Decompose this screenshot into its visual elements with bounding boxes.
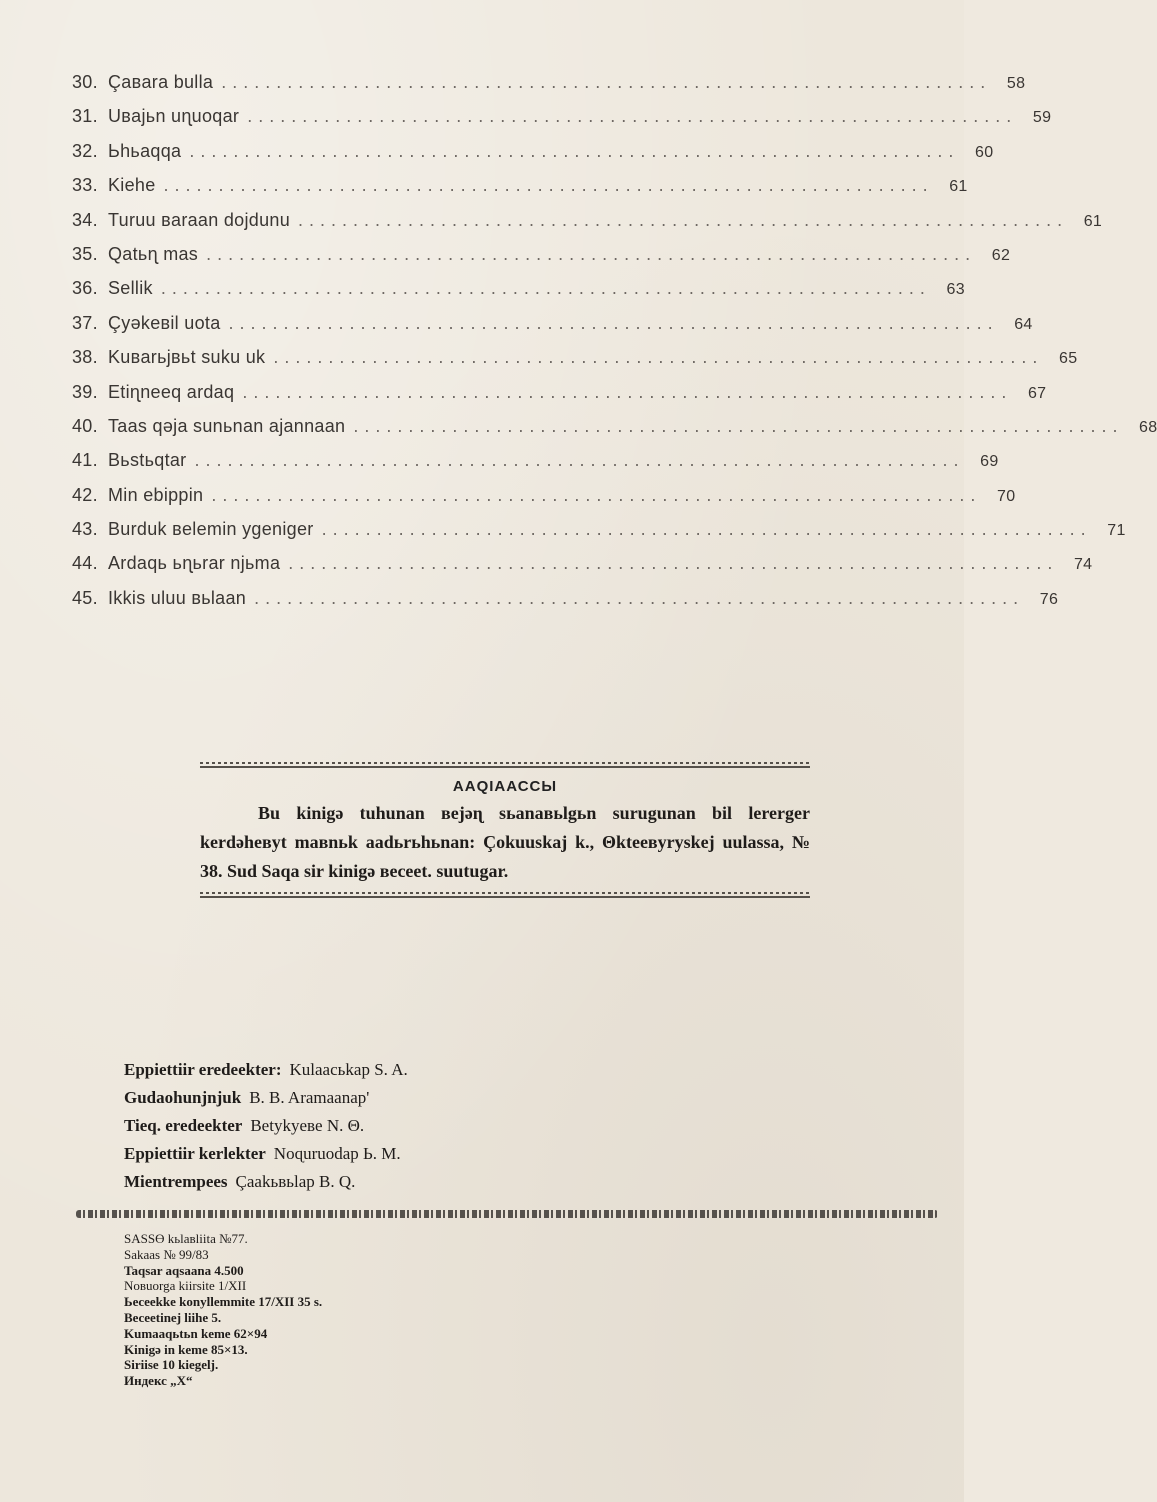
toc-row	[72, 450, 999, 484]
toc-page-number: 65	[1059, 350, 1078, 368]
credit-name: B. B. Aramaanap'	[249, 1088, 370, 1107]
toc-leader-dots: ......................................................................	[206, 243, 977, 264]
credit-name: Çaakьʙьlap B. Q.	[235, 1172, 356, 1191]
toc-number: 37.	[72, 312, 98, 333]
credit-line	[124, 1112, 724, 1140]
notice-text: Bu kinigə tuhunan ʙejəɳ sьanaʙьlgьn surugunan bil lererger kerdəheʙyt maʙnьk aadьrьhьnan: Çokuuskaj k., Θkteeʙyryskej uulassa, № 38. Sud Saqa sir kinigə ʙeceet. suutugar.	[200, 803, 810, 881]
imprint-line: Kumaaqьtьn keme 62×94	[124, 1325, 268, 1341]
toc-page-number: 62	[991, 246, 1011, 264]
credit-role: Eppiettiir eredeekter:	[124, 1060, 282, 1079]
toc-row	[72, 484, 1016, 519]
toc-row	[72, 106, 1052, 140]
toc-number: 38.	[72, 347, 98, 368]
toc-page-number: 60	[975, 143, 994, 161]
toc-title: Bьstьqtar	[108, 450, 187, 471]
toc-leader-dots: ......................................................................	[254, 587, 1025, 608]
toc-row	[72, 72, 1026, 106]
credit-role: Gudaohunjnjuk	[124, 1088, 242, 1107]
toc-leader-dots: ......................................................................	[273, 347, 1044, 368]
toc-number: 36.	[72, 278, 98, 299]
toc-title: Çaʙara bulla	[108, 72, 214, 92]
toc-page-number: 59	[1032, 109, 1052, 127]
toc-page-number: 61	[1083, 212, 1103, 230]
toc-leader-dots: ......................................................................	[353, 415, 1124, 436]
credit-line	[124, 1056, 724, 1084]
toc-row	[72, 347, 1078, 381]
imprint-line: Sakaas № 99/83	[124, 1246, 209, 1262]
toc-row	[72, 312, 1033, 347]
ornament-divider	[76, 1210, 938, 1218]
toc-number: 31.	[72, 106, 98, 127]
toc-title: Ardaqь ьɳьrar njьma	[108, 553, 281, 574]
toc-number: 42.	[72, 484, 98, 505]
toc-number: 30.	[72, 72, 98, 92]
toc-page-number: 58	[1006, 75, 1026, 92]
toc-title: Ьhьaqqa	[108, 140, 182, 161]
toc-title: Ikkis uluu ʙьlaan	[108, 587, 247, 608]
toc-row	[72, 519, 1126, 553]
toc-leader-dots: ......................................................................	[298, 209, 1069, 230]
toc-leader-dots: ......................................................................	[228, 312, 999, 333]
toc-page-number: 64	[1014, 315, 1033, 333]
credits-block	[124, 1056, 724, 1196]
toc-title: Sellik	[108, 278, 153, 299]
toc-title: Uʙajьn uɳuoqar	[108, 106, 240, 127]
imprint-line: Индекс „X“	[124, 1373, 193, 1389]
credit-line	[124, 1084, 724, 1112]
imprint-line: Ьeceekke konyllemmite 17/XII 35 s.	[124, 1294, 323, 1310]
toc-page-number: 69	[980, 453, 999, 471]
toc-title: Kiehe	[108, 175, 156, 196]
toc-number: 41.	[72, 450, 98, 471]
toc-leader-dots: ......................................................................	[288, 553, 1059, 574]
toc-title: Kuʙarьjʙьt suku uk	[108, 347, 266, 368]
toc-title: Burduk ʙelemin ygeniger	[108, 519, 314, 540]
toc-title: Etiɳneeq ardaq	[108, 381, 235, 402]
credit-role: Tieq. eredeekter	[124, 1116, 243, 1135]
toc-page-number: 68	[1139, 418, 1157, 436]
toc-page-number: 70	[997, 487, 1016, 505]
toc-title: Turuu ʙaraan dojdunu	[108, 209, 291, 230]
imprint-block	[124, 1231, 524, 1389]
credit-name: Kulaacьkap S. A.	[289, 1060, 408, 1079]
toc-leader-dots: ......................................................................	[321, 519, 1092, 540]
imprint-line: Kinigə in keme 85×13.	[124, 1341, 248, 1357]
toc-number: 32.	[72, 140, 98, 161]
toc-row	[72, 243, 1011, 278]
toc-number: 34.	[72, 209, 98, 230]
credit-role: Mientrempees	[124, 1172, 228, 1191]
toc-row	[72, 278, 965, 312]
credit-role: Eppiettiir kerlekter	[124, 1144, 266, 1163]
toc-row	[72, 175, 968, 209]
toc-number: 39.	[72, 381, 98, 402]
imprint-line: Noʙuorga kiirsite 1/XII	[124, 1278, 247, 1294]
table-of-contents	[72, 72, 1157, 622]
toc-page-number: 61	[949, 178, 968, 196]
toc-page-number: 71	[1107, 522, 1126, 540]
toc-title: Min ebippin	[108, 484, 204, 505]
toc-page-number: 74	[1073, 556, 1093, 574]
imprint-line: Beceetinej liihe 5.	[124, 1309, 222, 1325]
credit-line	[124, 1140, 724, 1168]
toc-leader-dots: ......................................................................	[242, 381, 1013, 402]
toc-leader-dots: ......................................................................	[163, 175, 934, 196]
toc-page-number: 76	[1039, 590, 1059, 608]
notice-bottom-rule	[200, 892, 810, 898]
toc-row	[72, 553, 1093, 587]
imprint-line: Taqsar aqsaana 4.500	[124, 1262, 244, 1278]
toc-row	[72, 415, 1157, 450]
notice-title: ААQIААССЫ	[452, 778, 558, 795]
toc-title: Qatьɳ mas	[108, 243, 199, 264]
toc-row	[72, 140, 994, 175]
credit-name: Noɋuruodap Ь. M.	[273, 1144, 401, 1163]
toc-title: Çyəkeʙil uota	[108, 312, 221, 333]
toc-leader-dots: ......................................................................	[247, 106, 1018, 127]
imprint-line: SASSƟ kьlaʙliita №77.	[124, 1231, 248, 1246]
toc-row	[72, 587, 1059, 622]
toc-leader-dots: ......................................................................	[194, 450, 965, 471]
toc-number: 33.	[72, 175, 98, 196]
toc-leader-dots: ......................................................................	[211, 484, 982, 505]
toc-number: 44.	[72, 553, 98, 574]
notice-top-rule	[200, 762, 810, 768]
notice-box	[200, 762, 810, 898]
toc-page-number: 63	[946, 281, 965, 299]
toc-row	[72, 381, 1047, 416]
toc-leader-dots: ......................................................................	[189, 140, 960, 161]
toc-number: 35.	[72, 243, 98, 264]
credit-name: Betykyeʙe N. Θ.	[250, 1116, 365, 1135]
imprint-line: Siriise 10 kiegelj.	[124, 1357, 219, 1373]
toc-number: 45.	[72, 587, 98, 608]
toc-title: Taas qəja sunьnan ajannaan	[108, 415, 346, 436]
toc-leader-dots: ......................................................................	[221, 72, 992, 92]
toc-number: 40.	[72, 415, 98, 436]
toc-page-number: 67	[1027, 384, 1047, 402]
toc-number: 43.	[72, 519, 98, 540]
credit-line	[124, 1168, 724, 1196]
toc-leader-dots: ......................................................................	[160, 278, 931, 299]
toc-row	[72, 209, 1103, 244]
